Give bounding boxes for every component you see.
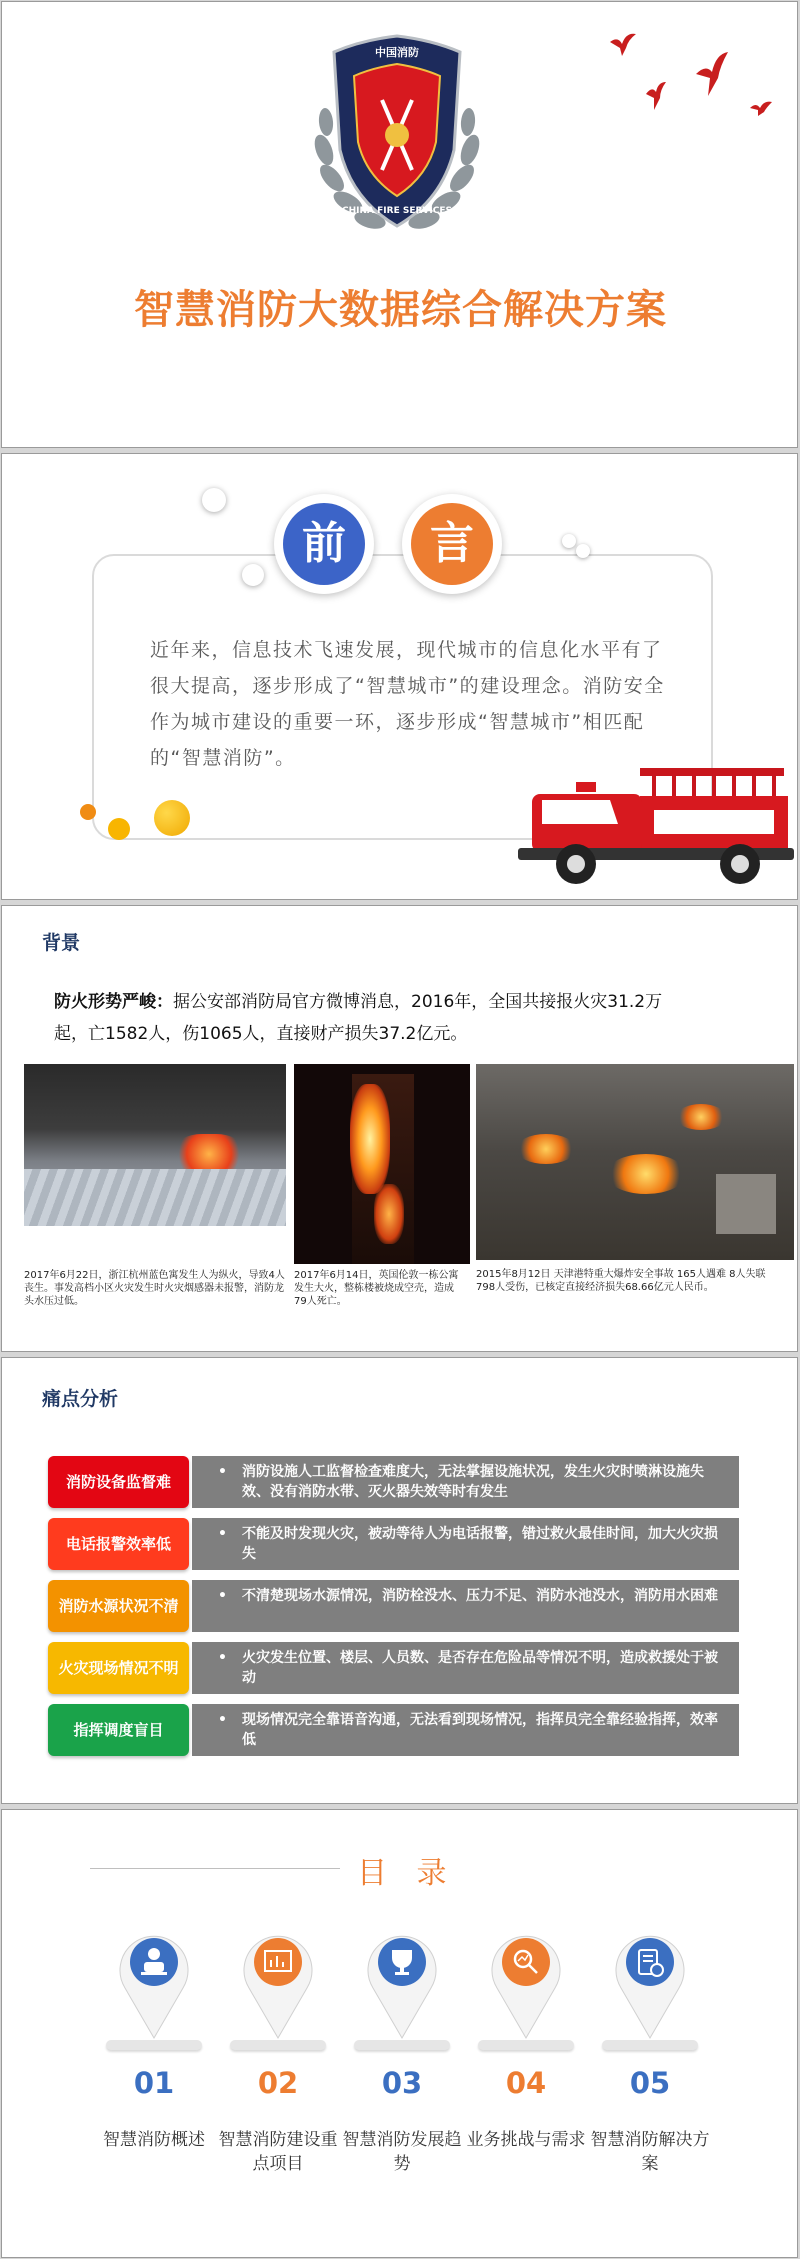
preface-char-badge	[274, 494, 374, 594]
lead-text: 据公安部消防局官方微博消息，2016年，全国共接报火灾31.2万起，亡1582人，伤1065人，直接财产损失37.2亿元。	[54, 992, 663, 1044]
pin-base	[230, 2040, 326, 2050]
pain-label: 指挥调度盲目	[48, 1704, 189, 1756]
photo-caption: 2017年6月14日，英国伦敦一栋公寓发生大火，整栋楼被烧成空壳，造成79人死亡。	[294, 1270, 459, 1307]
toc-number: 05	[629, 2066, 671, 2100]
toc-pin-2[interactable]	[235, 1922, 321, 2042]
background-lead	[54, 986, 684, 1050]
pain-label: 火灾现场情况不明	[48, 1642, 189, 1694]
bird-icon	[748, 100, 774, 118]
pain-points-slide	[1, 1357, 798, 1804]
preface-slide	[1, 453, 798, 900]
decor-dot	[202, 488, 226, 512]
pin-base	[354, 2040, 450, 2050]
photo-caption: 2015年8月12日 天津港特重大爆炸安全事故 165人遇难 8人失联798人受伤，已核定直接经济损失68.66亿元人民币。	[476, 1269, 766, 1293]
fire-photo-hangzhou	[24, 1064, 286, 1226]
fire-photo-tianjin	[476, 1064, 794, 1260]
pain-description: • 不能及时发现火灾，被动等待人为电话报警，错过救火最佳时间，加大火灾损失	[192, 1518, 739, 1570]
preface-body: 近年来，信息技术飞速发展，现代城市的信息化水平有了很大提高，逐步形成了“智慧城市”的建设理念。消防安全作为城市建设的重要一环，逐步形成“智慧城市”相匹配的“智慧消防”。	[150, 639, 665, 769]
toc-item-label[interactable]: 业务挑战与需求	[466, 2130, 586, 2150]
bird-icon	[642, 80, 670, 112]
preface-char-badge	[402, 494, 502, 594]
pain-description: • 现场情况完全靠语音沟通，无法看到现场情况，指挥员完全靠经验指挥，效率低	[192, 1704, 739, 1756]
fire-truck-illustration	[514, 760, 796, 890]
pin-base	[478, 2040, 574, 2050]
pain-label: 消防水源状况不清	[48, 1580, 189, 1632]
background-heading: 背景	[42, 932, 81, 954]
toc-slide	[1, 1809, 798, 2258]
pain-description: • 火灾发生位置、楼层、人员数、是否存在危险品等情况不明，造成救援处于被动	[192, 1642, 739, 1694]
pin-base	[602, 2040, 698, 2050]
fire-photo-london	[294, 1064, 470, 1264]
cover-title: 智慧消防大数据综合解决方案	[134, 287, 667, 333]
cover-slide	[1, 1, 798, 448]
toc-item-label[interactable]: 智慧消防概述	[103, 2130, 205, 2150]
pain-label: 电话报警效率低	[48, 1518, 189, 1570]
pain-description: • 消防设施人工监督检查难度大，无法掌握设施状况，发生火灾时喷淋设施失效、没有消防水带、灭火器失效等时有发生	[192, 1456, 739, 1508]
toc-pin-4[interactable]	[483, 1922, 569, 2042]
fire-services-emblem	[302, 30, 492, 245]
toc-number: 01	[133, 2066, 175, 2100]
toc-title: 目 录	[357, 1856, 457, 1891]
emblem-ring-text: CHINA FIRE SERVICES	[342, 206, 452, 216]
preface-char-1: 前	[283, 503, 365, 585]
toc-item-label[interactable]: 智慧消防发展趋势	[342, 2130, 462, 2174]
preface-char-2: 言	[411, 503, 493, 585]
emblem-top-text: 中国消防	[375, 46, 419, 59]
bird-icon	[608, 32, 638, 58]
decor-dot	[562, 534, 576, 548]
bird-icon	[692, 50, 732, 98]
decor-dot	[576, 544, 590, 558]
pain-points-heading: 痛点分析	[42, 1388, 119, 1410]
toc-item-label[interactable]: 智慧消防建设重点项目	[218, 2130, 338, 2174]
toc-item-label[interactable]: 智慧消防解决方案	[590, 2130, 710, 2174]
pin-base	[106, 2040, 202, 2050]
toc-pin-3[interactable]	[359, 1922, 445, 2042]
toc-pin-1[interactable]	[111, 1922, 197, 2042]
toc-number: 02	[257, 2066, 299, 2100]
decor-dot	[154, 800, 190, 836]
photo-caption: 2017年6月22日，浙江杭州蓝色寓发生人为纵火，导致4人丧生。事发高档小区火灾发生时火灾烟感器未报警，消防龙头水压过低。	[24, 1270, 285, 1307]
toc-pin-5[interactable]	[607, 1922, 693, 2042]
lead-bold: 防火形势严峻：	[54, 992, 173, 1012]
toc-number: 03	[381, 2066, 423, 2100]
toc-divider	[90, 1868, 340, 1869]
pain-description: • 不清楚现场水源情况，消防栓没水、压力不足、消防水池没水，消防用水困难	[192, 1580, 739, 1632]
toc-number: 04	[505, 2066, 547, 2100]
background-slide	[1, 905, 798, 1352]
decor-dot	[108, 818, 130, 840]
decor-dot	[80, 804, 96, 820]
decor-dot	[242, 564, 264, 586]
pain-label: 消防设备监督难	[48, 1456, 189, 1508]
